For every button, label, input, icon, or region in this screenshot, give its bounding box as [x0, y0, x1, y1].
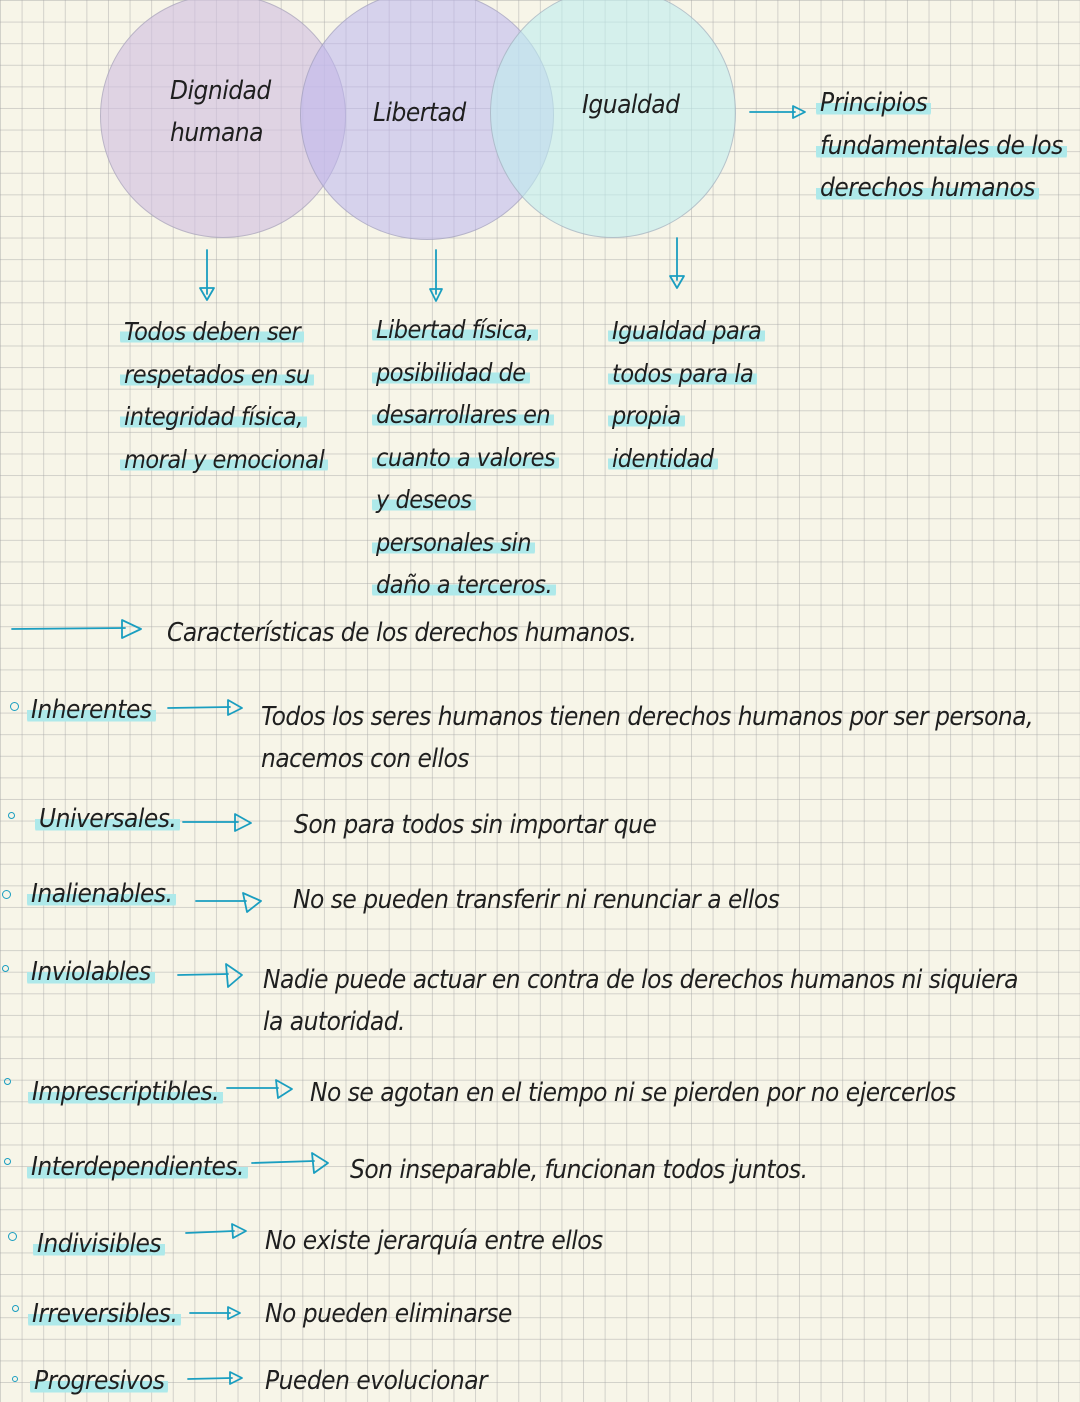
principle-description-igualdad-text: Igualdad para todos para la propia identidad [608, 316, 765, 473]
characteristic-desc-inviolables: Nadie puede actuar en contra de los derechos humanos ni siquiera la autoridad. [263, 965, 1018, 1037]
arrow-progresivos [188, 1372, 242, 1384]
characteristic-term-irreversibles-text: Irreversibles. [28, 1299, 181, 1329]
characteristic-term-inherentes-text: Inherentes [27, 695, 156, 725]
arrow-inviolables [178, 964, 242, 987]
characteristic-desc-universales: Son para todos sin importar que [294, 810, 657, 840]
arrow-universales [183, 814, 251, 831]
arrow-interdependientes [252, 1153, 328, 1173]
arrow-irreversibles [190, 1307, 240, 1319]
characteristics-heading: Características de los derechos humanos. [167, 618, 637, 648]
arrow-inherentes [168, 700, 242, 715]
characteristic-desc-imprescriptibles: No se agotan en el tiempo ni se pierden por no ejercerlos [310, 1078, 956, 1108]
venn-label-igualdad: Igualdad [582, 90, 680, 120]
characteristic-desc-inherentes: Todos los seres humanos tienen derechos humanos por ser persona, nacemos con ellos [261, 702, 1034, 774]
arrow-to-principles [750, 106, 805, 118]
characteristic-desc-indivisibles: No existe jerarquía entre ellos [265, 1226, 603, 1256]
characteristic-desc-progresivos: Pueden evolucionar [265, 1366, 488, 1396]
characteristic-term-progresivos-text: Progresivos [30, 1366, 168, 1396]
arrow-indivisibles [186, 1224, 246, 1238]
principle-description-dignidad-text: Todos deben ser respetados en su integridad física, moral y emocional [120, 317, 328, 474]
arrow-characteristics-heading [12, 620, 141, 638]
arrow-down-libertad [430, 250, 442, 301]
characteristic-term-indivisibles-text: Indivisibles [33, 1229, 165, 1259]
characteristic-term-interdependientes-text: Interdependientes. [27, 1152, 248, 1182]
principle-description-libertad-text: Libertad física, posibilidad de desarrollares en cuanto a valores y deseos personales sin daño a terceros. [372, 315, 559, 599]
venn-label-dignidad: Dignidad humana [170, 76, 271, 148]
characteristic-desc-irreversibles: No pueden eliminarse [265, 1299, 512, 1329]
arrow-down-igualdad [670, 238, 684, 288]
characteristic-term-inalienables-text: Inalienables. [27, 879, 176, 909]
arrow-down-dignidad [200, 250, 214, 300]
characteristic-desc-inalienables: No se pueden transferir ni renunciar a ellos [293, 885, 780, 915]
characteristic-term-inviolables-text: Inviolables [27, 957, 155, 987]
venn-label-libertad: Libertad [373, 98, 466, 128]
characteristic-term-universales-text: Universales. [35, 804, 180, 834]
characteristic-desc-interdependientes: Son inseparable, funcionan todos juntos. [350, 1155, 808, 1185]
characteristic-term-imprescriptibles-text: Imprescriptibles. [28, 1077, 223, 1107]
arrow-imprescriptibles [227, 1080, 292, 1098]
arrow-inalienables [196, 893, 261, 912]
principles-note-text: Principios fundamentales de los derechos humanos [816, 88, 1067, 203]
